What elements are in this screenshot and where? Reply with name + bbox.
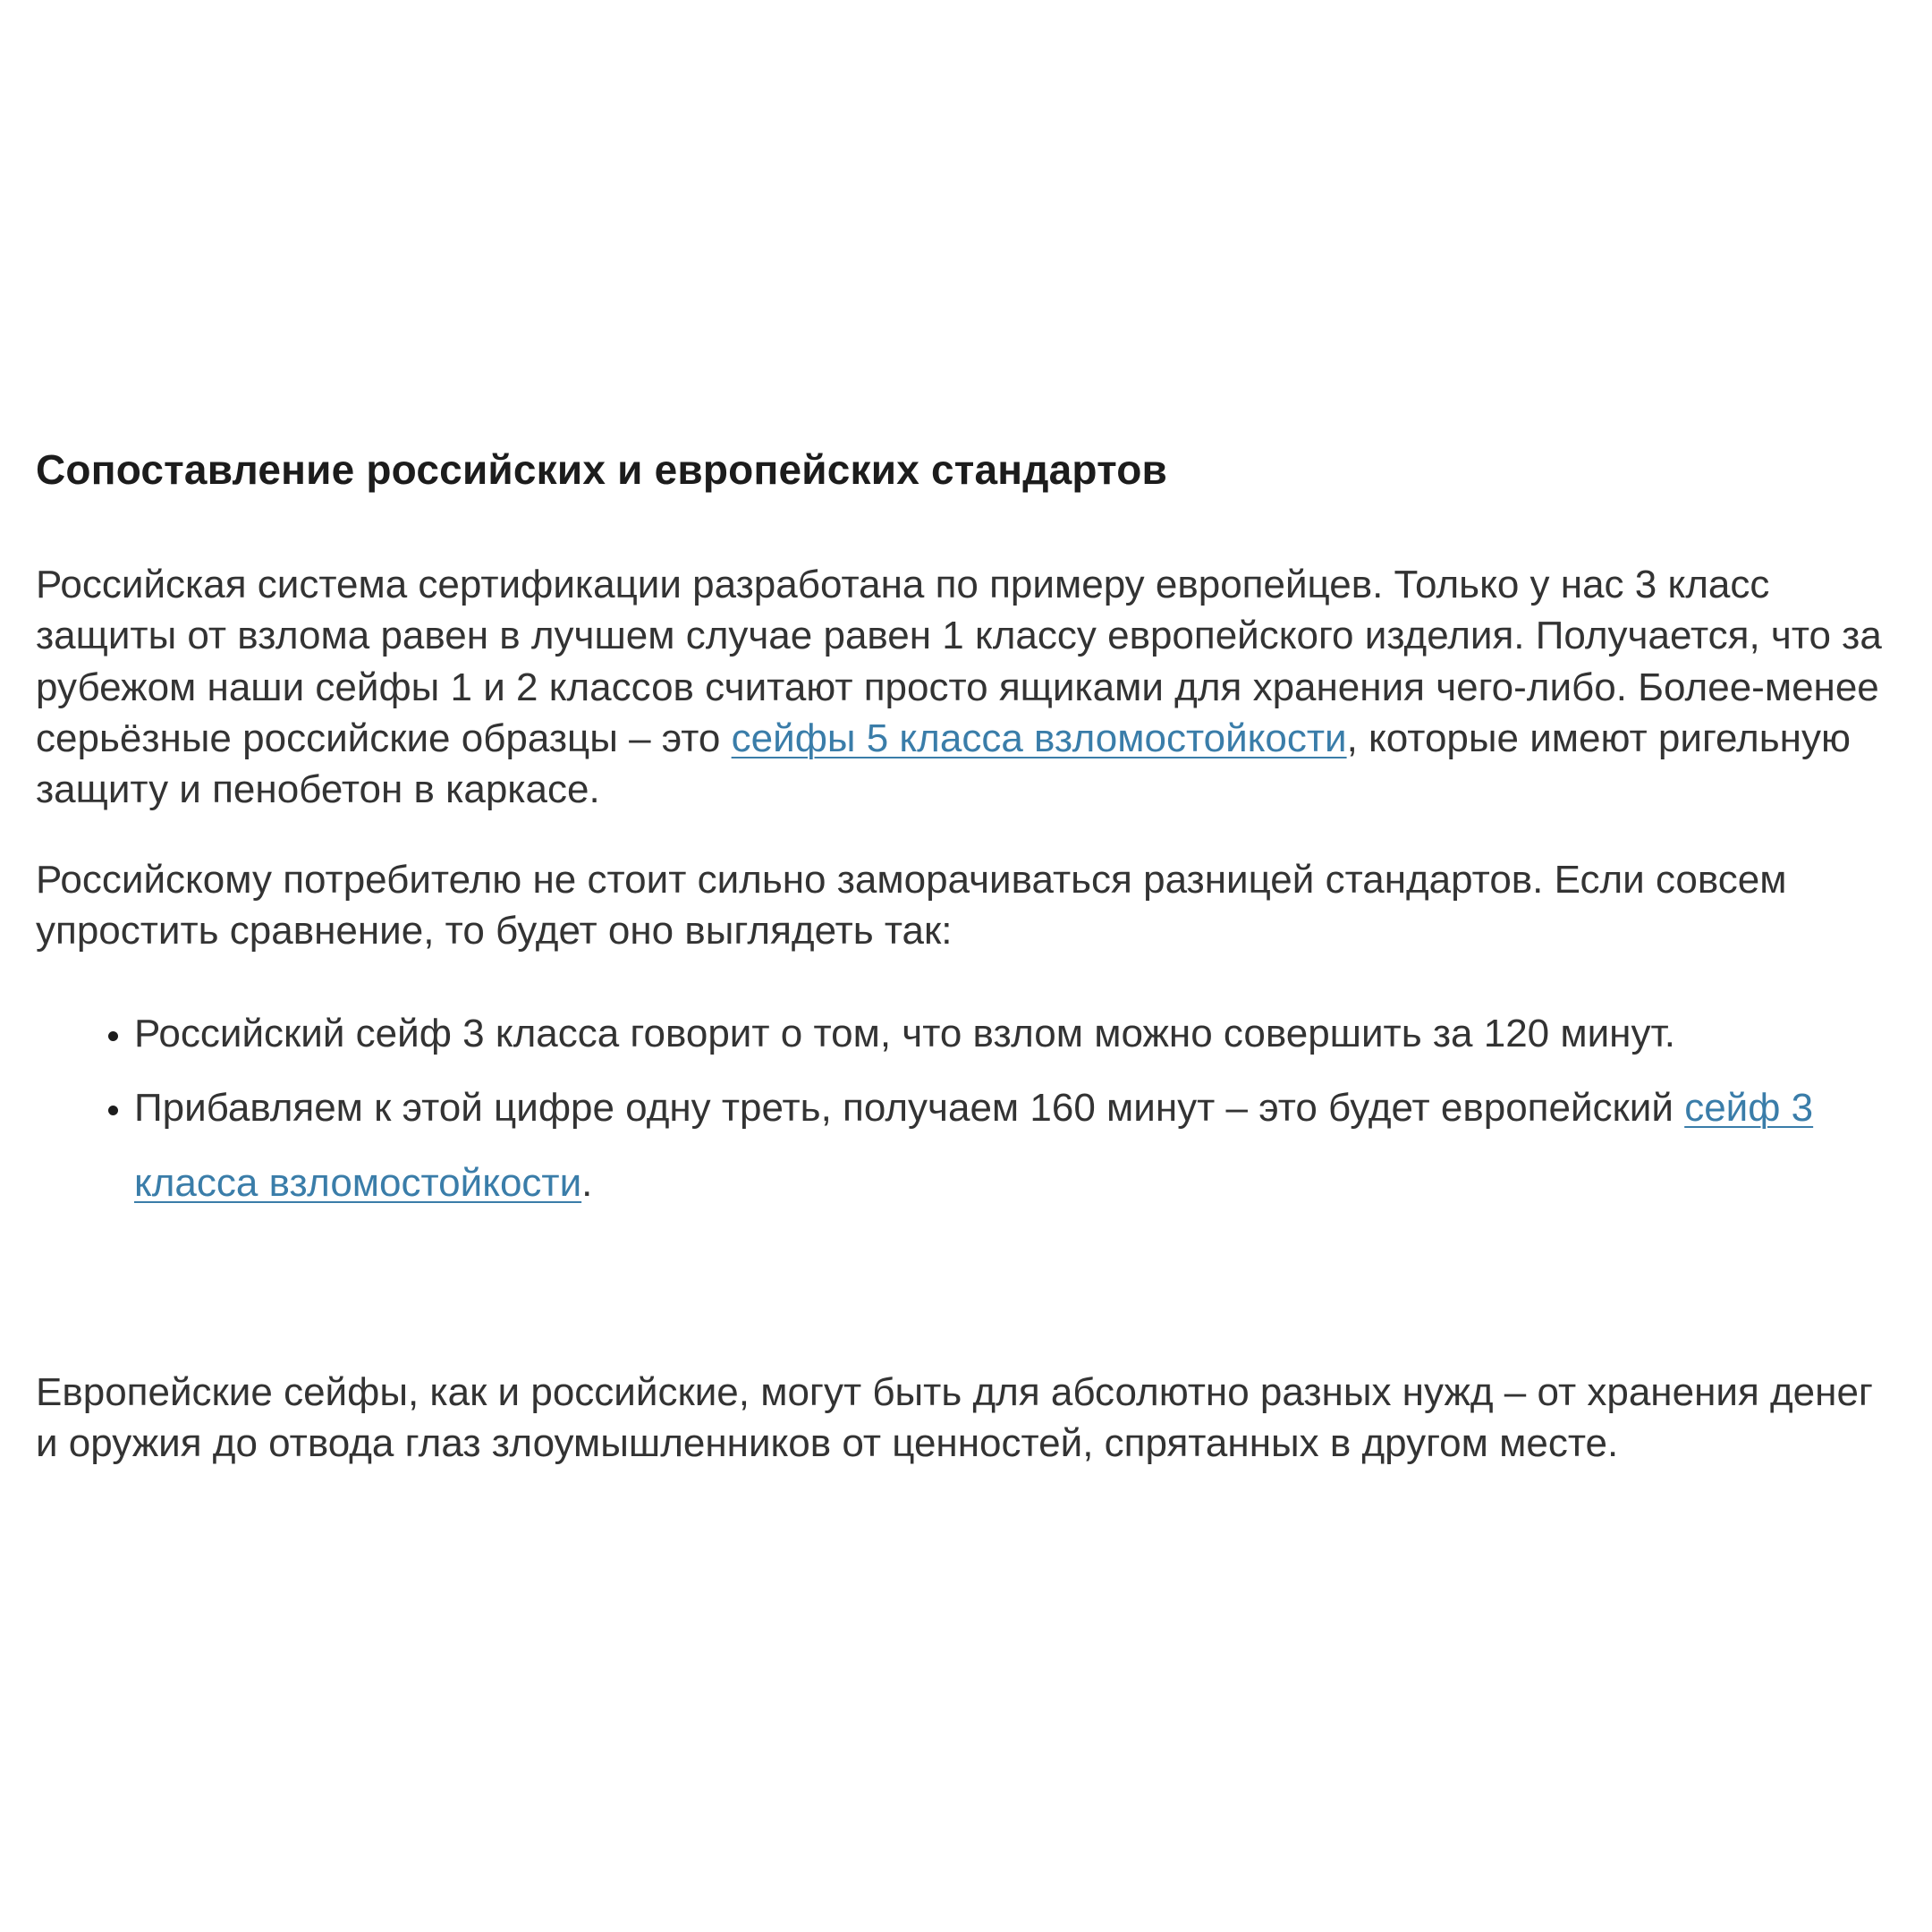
content-gap [36, 1259, 1894, 1367]
paragraph-european-safes-purpose: Европейские сейфы, как и российские, могут быть для абсолютно разных нужд – от хранения денег и оружия до отвода глаз злоумышленников от ценностей, спрятанных в другом месте. [36, 1370, 1873, 1466]
paragraph-certification-comparison: Российская система сертификации разработана по примеру европейцев. Только у нас 3 класс защиты от взлома равен в лучшем случае равен 1 классу европейского изделия. Получается, что за рубежом наши сейфы 1 и 2 классов считают просто ящиками для хранения чего-либо. Более-менее серьёзные российские образцы – это сейфы 5 класса взломостойкости, которые имеют ригельную защиту и пенобетон в каркасе. [36, 563, 1882, 811]
article-heading: Сопоставление российских и европейских стандартов [36, 446, 1168, 493]
link-safe-class-3-burglary-resistance[interactable]: сейф 3 класса взломостойкости [134, 1086, 1814, 1205]
list-item-russian-safe-class-3: • Российский сейф 3 класса говорит о том, что взлом можно совершить за 120 минут. [134, 996, 1894, 1072]
comparison-list [36, 996, 1894, 1221]
link-safes-class-5-burglary-resistance[interactable]: сейфы 5 класса взломостойкости [731, 716, 1347, 760]
paragraph-consumer-advice: Российскому потребителю не стоит сильно заморачиваться разницей стандартов. Если совсем упростить сравнение, то будет оно выглядеть так: [36, 858, 1787, 953]
list-item-european-safe-class-3: • Прибавляем к этой цифре одну треть, получаем 160 минут – это будет европейский сейф 3 класса взломостойкости. [134, 1071, 1894, 1220]
